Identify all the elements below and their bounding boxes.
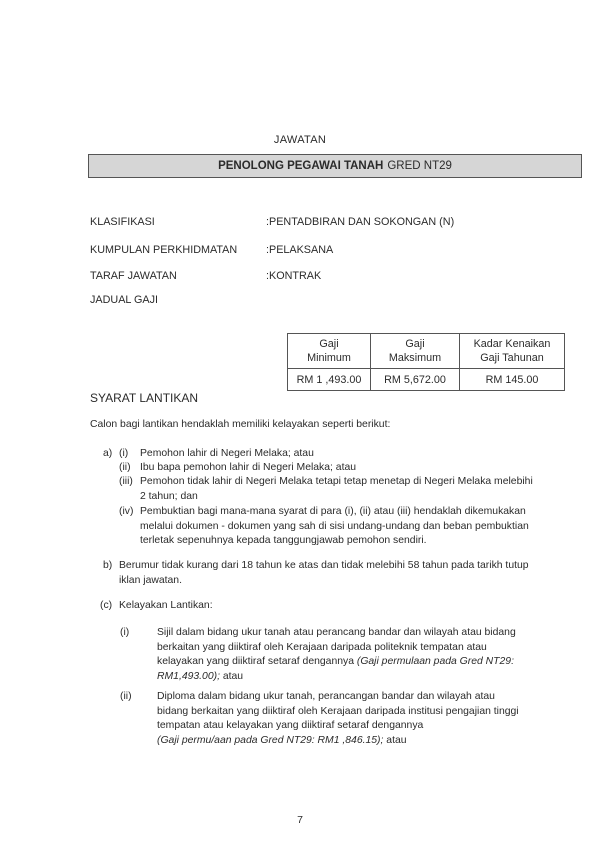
label-taraf: TARAF JAWATAN [90,270,177,282]
item-b-text [119,559,529,588]
label-jadual-gaji: JADUAL GAJI [90,294,158,306]
text-line: Pemohon tidak lahir di Negeri Melaka tetapi tetap menetap di Negeri Melaka melebihi [140,476,533,487]
salary-table-value-row [288,369,565,391]
value-kadar-kenaikan: RM 145.00 [460,369,565,391]
text-line: Berumur tidak kurang dari 18 tahun ke atas dan tidak melebihi 58 tahun pada tarikh tutup [119,560,529,571]
header-gaji-minimum [288,334,371,369]
text-line: melalui dokumen - dokumen yang sah di sisi undang-undang dan beban pembuktian [140,520,529,532]
item-a-i-text: Pemohon lahir di Negeri Melaka; atau [140,448,314,459]
item-a-iii-marker: (iii) [119,476,133,487]
item-a-ii-marker: (ii) [119,462,131,473]
item-a-iii-text [140,475,533,504]
text-line: 2 tahun; dan [140,490,198,502]
salary-note-italic: (Gaji permulaan pada Gred NT29: [356,656,514,667]
job-title-grade: GRED NT29 [387,160,452,172]
text-line: Sijil dalam bidang ukur tanah atau perancang bandar dan wilayah atau bidang [157,627,516,638]
text-line [157,670,516,685]
item-c-marker: (c) [100,600,113,611]
text-line [157,734,519,749]
header-line: Gaji Tahunan [480,352,544,364]
item-c-i-marker: (i) [120,627,130,638]
text-span: atau [219,670,244,682]
item-c-ii-marker: (ii) [120,691,132,702]
item-a-i-marker: (i) [119,448,129,459]
header-line: Maksimum [388,352,442,364]
salary-note-italic: RM1,493.00); [157,670,220,682]
section-heading-jawatan: JAWATAN [273,134,327,146]
item-b-marker: b) [103,560,113,571]
job-title-box [88,154,582,178]
page-number: 7 [297,814,303,826]
item-a-iv-marker: (iv) [119,506,134,517]
value-gaji-minimum: RM 1 ,493.00 [288,369,371,391]
salary-note-italic: (Gaji permu/aan pada Gred NT29: RM1 ,846.15); [157,734,384,746]
item-c-heading: Kelayakan Lantikan: [119,600,213,611]
text-line: iklan jawatan. [119,574,182,586]
text-line: Pembuktian bagi mana-mana syarat di para (i), (ii) atau (iii) hendaklah dikemukakan [140,506,526,517]
syarat-heading: SYARAT LANTIKAN [90,391,199,405]
salary-table [287,333,565,391]
value-klasifikasi: :PENTADBIRAN DAN SOKONGAN (N) [266,216,455,228]
header-line: Gaji [405,338,425,350]
header-kadar-kenaikan [460,334,565,369]
value-gaji-maksimum: RM 5,672.00 [371,369,460,391]
job-title-bold: PENOLONG PEGAWAI TANAH [218,160,384,172]
item-c-ii-text [157,690,519,748]
header-gaji-maksimum [371,334,460,369]
text-line: Diploma dalam bidang ukur tanah, perancangan bandar dan wilayah atau [157,691,495,702]
salary-table-header-row [288,334,565,369]
syarat-intro: Calon bagi lantikan hendaklah memiliki kelayakan seperti berikut: [90,419,391,430]
header-line: Minimum [307,352,351,364]
value-taraf: :KONTRAK [266,270,322,282]
label-kumpulan: KUMPULAN PERKHIDMATAN [90,244,238,256]
text-line: berkaitan yang diiktiraf oleh Kerajaan daripada politeknik tempatan atau [157,641,487,653]
item-a-marker: a) [103,448,113,459]
header-line: Gaji [319,338,339,350]
text-line: tempatan atau kelayakan yang diiktiraf setaraf dengannya [157,720,424,731]
text-line [157,655,516,670]
text-span: atau [383,734,407,746]
text-line: bidang berkaitan yang diiktiraf oleh Kerajaan daripada institusi pengajian tinggi [157,705,519,717]
label-klasifikasi: KLASIFIKASI [90,216,155,228]
text-line: terletak sepenuhnya kepada tanggungjawab pemohon sendiri. [140,535,427,546]
value-kumpulan: :PELAKSANA [266,244,334,256]
item-c-i-text [157,626,516,684]
item-a-ii-text: Ibu bapa pemohon lahir di Negeri Melaka; atau [140,462,357,473]
header-line: Kadar Kenaikan [473,338,551,350]
text-span: kelayakan yang diiktiraf setaraf dengannya [157,656,357,667]
item-a-iv-text [140,505,529,549]
